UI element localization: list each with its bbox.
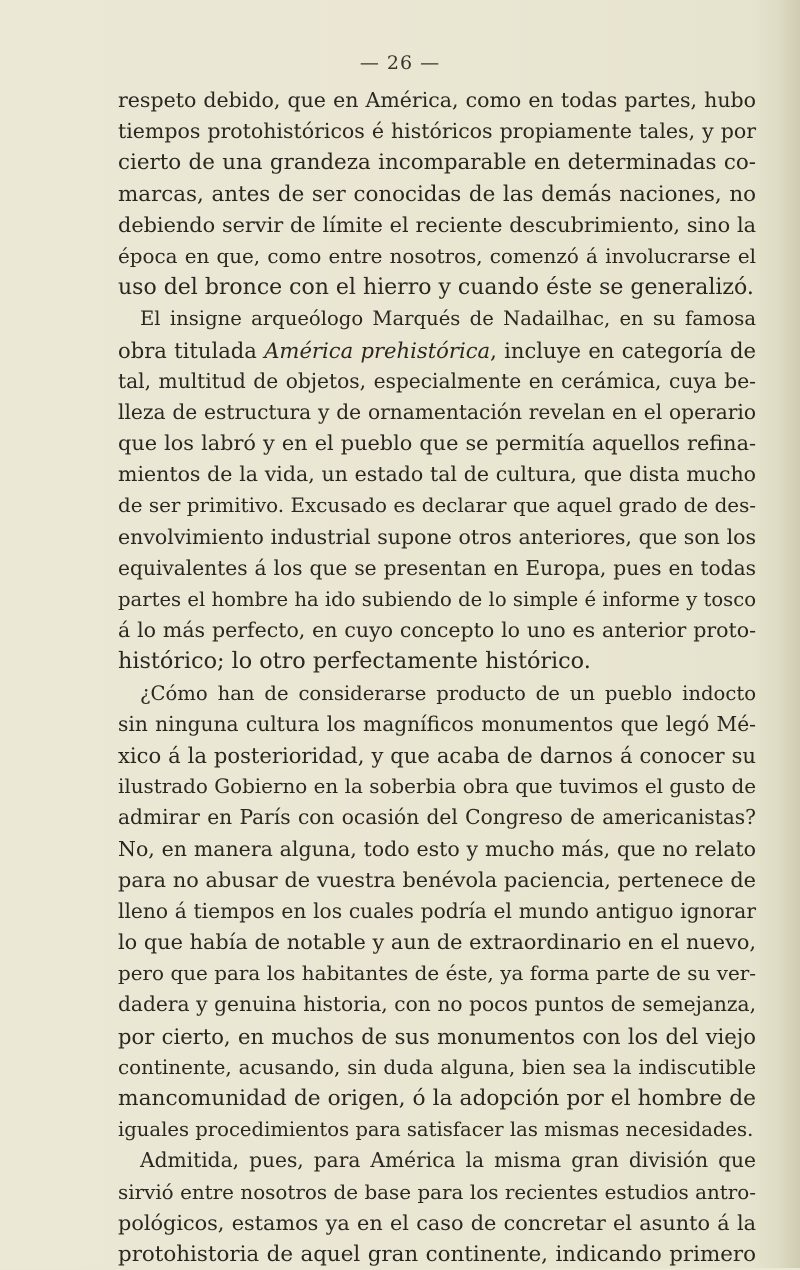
text-line: debiendo servir de límite el reciente descubrimiento, sino la: [118, 212, 756, 237]
text-line: que los labró y en el pueblo que se permitía aquellos refina-: [118, 431, 756, 456]
text-line: marcas, antes de ser conocidas de las demás naciones, no: [118, 181, 756, 207]
text-line: ¿Cómo han de considerarse producto de un pueblo indocto: [140, 681, 756, 705]
text-line: lleno á tiempos en los cuales podría el mundo antiguo ignorar: [118, 898, 756, 923]
text-line: continente, acusando, sin duda alguna, bien sea la indiscutible: [118, 1055, 756, 1079]
text-line: para no abusar de vuestra benévola paciencia, pertenece de: [118, 867, 756, 892]
text-line: ilustrado Gobierno en la soberbia obra que tuvimos el gusto de: [118, 775, 756, 799]
text-line: de ser primitivo. Excusado es declarar que aquel grado de des-: [118, 494, 756, 518]
text-line: sin ninguna cultura los magníficos monumentos que legó Mé-: [118, 711, 756, 736]
text-line: cierto de una grandeza incomparable en determinadas co-: [118, 150, 756, 176]
text-line: Admitida, pues, para América la misma gran división que: [140, 1148, 756, 1173]
text-line: uso del bronce con el hierro y cuando éste se generalizó.: [118, 275, 754, 301]
text-line: mancomunidad de origen, ó la adopción por el hombre de: [118, 1086, 756, 1111]
text-line: El insigne arqueólogo Marqués de Nadailhac, en su famosa: [140, 307, 756, 331]
text-line: pológicos, estamos ya en el caso de concretar el asunto á la: [118, 1210, 756, 1235]
text-line: á lo más perfecto, en cuyo concepto lo uno es anterior proto-: [118, 618, 756, 643]
text-line: época en que, como entre nosotros, comenzó á involucrarse el: [118, 244, 756, 268]
text-line: pero que para los habitantes de éste, ya forma parte de su ver-: [118, 962, 756, 986]
text-line: equivalentes á los que se presentan en Europa, pues en todas: [118, 555, 756, 580]
text-line: partes el hombre ha ido subiendo de lo simple é informe y tosco: [118, 588, 756, 611]
text-line: tal, multitud de objetos, especialmente en cerámica, cuya be-: [118, 368, 756, 393]
book-title-italic: América prehistórica: [264, 337, 491, 363]
body-text: [118, 85, 756, 1270]
text-line: xico á la posterioridad, y que acaba de darnos á conocer su: [118, 742, 756, 768]
text-line: envolvimiento industrial supone otros anteriores, que son los: [118, 524, 756, 549]
text-line: No, en manera alguna, todo esto y mucho más, que no relato: [118, 836, 756, 861]
text-line: lleza de estructura y de ornamentación revelan en el operario: [118, 399, 756, 424]
text-line: iguales procedimientos para satisfacer las mismas necesidades.: [118, 1118, 754, 1142]
text-line: dadera y genuina historia, con no pocos puntos de semejanza,: [118, 992, 756, 1017]
text-segment: , incluye en categoría de: [490, 337, 756, 363]
text-line: mientos de la vida, un estado tal de cultura, que dista mucho: [118, 462, 756, 487]
text-line: protohistoria de aquel gran continente, indicando primero: [118, 1241, 756, 1267]
page-edge-shadow: [778, 0, 800, 1268]
text-line: respeto debido, que en América, como en todas partes, hubo: [118, 88, 756, 112]
text-segment: obra titulada: [118, 337, 265, 363]
text-line: histórico; lo otro perfectamente histórico.: [118, 648, 591, 675]
text-line: sirvió entre nosotros de base para los recientes estudios antro-: [118, 1180, 756, 1204]
text-line: tiempos protohistóricos é históricos propiamente tales, y por: [118, 119, 756, 144]
text-line: admirar en París con ocasión del Congreso de americanistas?: [118, 805, 756, 830]
text-line: lo que había de notable y aun de extraordinario en el nuevo,: [118, 930, 756, 955]
text-line: por cierto, en muchos de sus monumentos con los del viejo: [118, 1023, 756, 1049]
page-number: — 26 —: [359, 52, 441, 74]
text-line: [118, 335, 756, 366]
